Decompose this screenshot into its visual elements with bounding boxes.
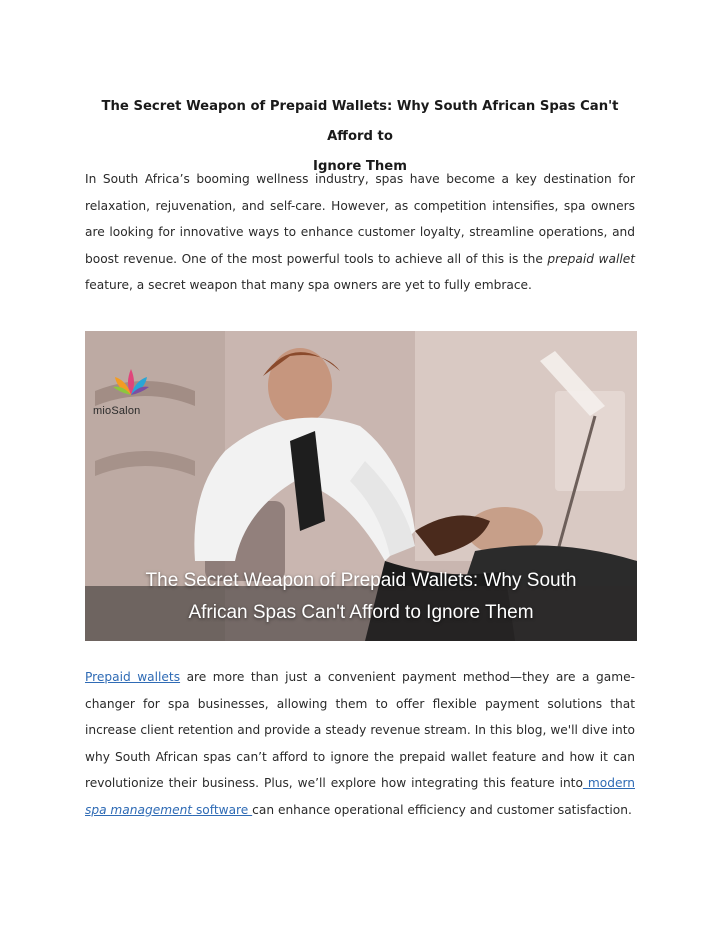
- prepaid-wallets-link[interactable]: Prepaid wallets: [85, 670, 181, 684]
- hero-image: [85, 331, 637, 641]
- hero-caption-line-2: African Spas Can't Afford to Ignore Them: [188, 602, 534, 623]
- hero-caption: [85, 565, 637, 629]
- body-text-1: are more than just a convenient payment method—they are a game-changer for spa businesses, allowing them to offer flexible payment solutions that increase client retention and provide a steady revenue stream. In this blog, we'll dive into why South African spas can’t afford to ignore the prepaid wallet feature and how it can revolutionize their business. Plus, we’ll explore how integrating this feature into: [85, 670, 635, 790]
- intro-paragraph: [85, 166, 635, 299]
- body-paragraph: [85, 664, 635, 823]
- body-text-2: can enhance operational efficiency and customer satisfaction.: [252, 802, 632, 817]
- brand-logo: [91, 361, 171, 421]
- link-text-modern: modern: [582, 776, 635, 790]
- logo-text: mioSalon: [93, 405, 141, 417]
- intro-emphasis: prepaid wallet: [547, 251, 635, 266]
- hero-caption-line-1: The Secret Weapon of Prepaid Wallets: Why South: [145, 570, 577, 591]
- title-line-1: The Secret Weapon of Prepaid Wallets: Why South African Spas Can't Afford to: [101, 99, 619, 144]
- title-line-2: Ignore Them: [313, 159, 407, 174]
- link-text-spa-management: spa management: [85, 802, 193, 817]
- intro-text-after: feature, a secret weapon that many spa owners are yet to fully embrace.: [85, 278, 532, 292]
- lotus-logo-icon: [111, 365, 151, 399]
- link-text-software: software: [192, 802, 253, 817]
- intro-text-before: In South Africa’s booming wellness industry, spas have become a key destination for relaxation, rejuvenation, and self-care. However, as competition intensifies, spa owners are looking for innovative ways to enhance customer loyalty, streamline operations, and boost revenue. One of the most powerful tools to achieve all of this is the: [85, 172, 635, 266]
